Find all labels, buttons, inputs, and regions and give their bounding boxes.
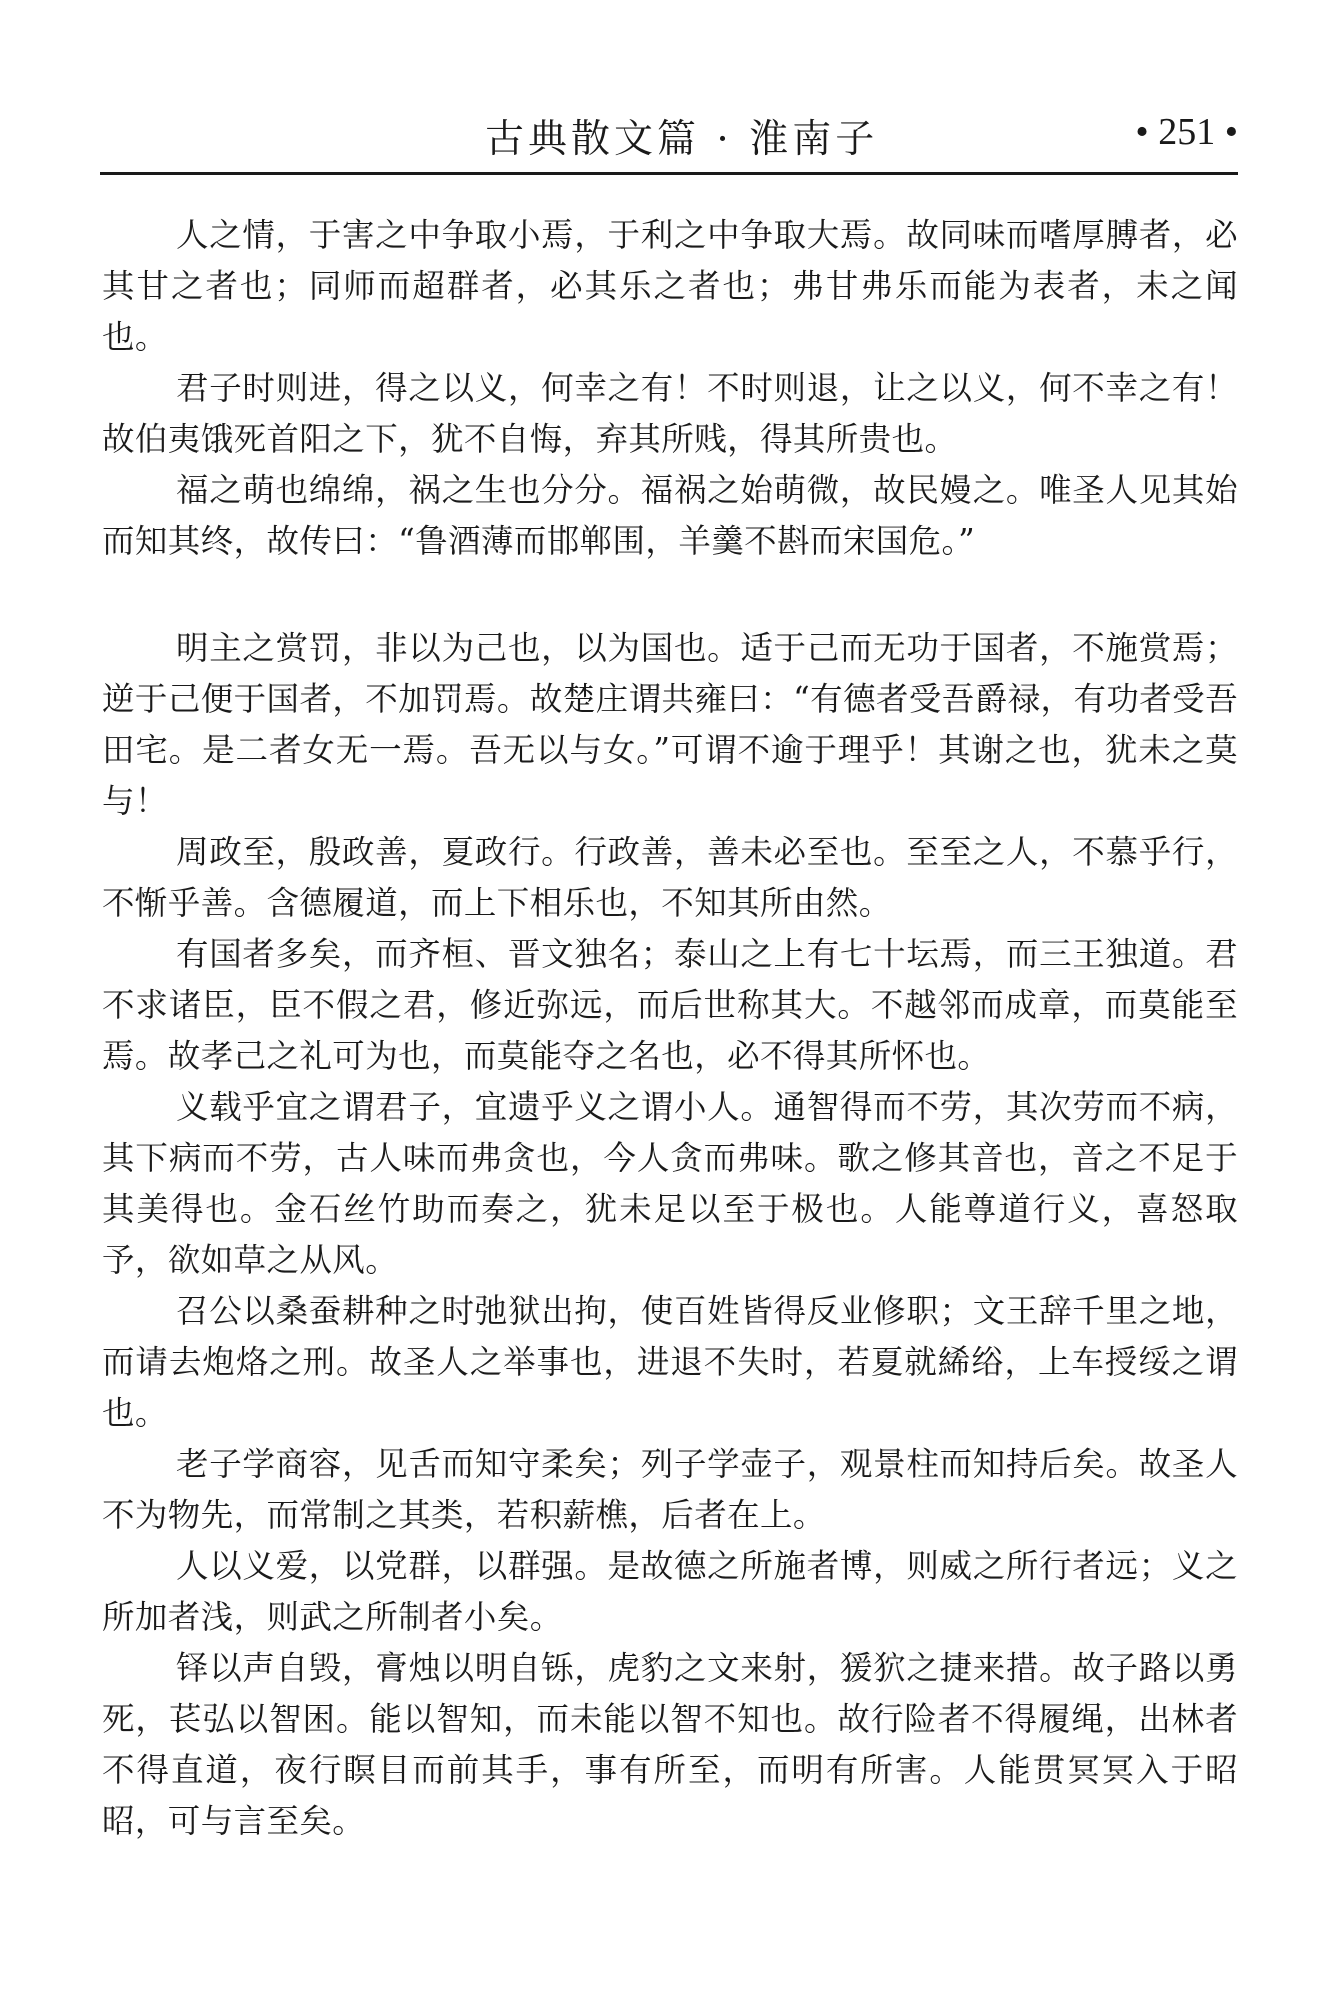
running-title: 古典散文篇 · 淮南子: [485, 117, 879, 162]
paragraph: 老子学商容，见舌而知守柔矣；列子学壶子，观景柱而知持后矣。故圣人不为物先，而常制之其类，若积薪樵，后者在上。: [102, 1445, 1238, 1534]
paragraph: 周政至，殷政善，夏政行。行政善，善未必至也。至至之人，不慕乎行，不惭乎善。含德履道，而上下相乐也，不知其所由然。: [102, 833, 1238, 922]
paragraph: 召公以桑蚕耕种之时弛狱出拘，使百姓皆得反业修职；文王辞千里之地，而请去炮烙之刑。故圣人之举事也，进退不失时，若夏就絺绤，上车授绥之谓也。: [102, 1292, 1238, 1432]
paragraph: 君子时则进，得之以义，何幸之有！不时则退，让之以义，何不幸之有！故伯夷饿死首阳之下，犹不自悔，弃其所贱，得其所贵也。: [102, 369, 1238, 458]
body-text: [102, 210, 1238, 1847]
paragraph: 义载乎宜之谓君子，宜遗乎义之谓小人。通智得而不劳，其次劳而不病，其下病而不劳，古人味而弗贪也，今人贪而弗味。歌之修其音也，音之不足于其美得也。金石丝竹助而奏之，犹未足以至于极也。人能尊道行义，喜怒取予，欲如草之从风。: [102, 1088, 1238, 1279]
page-number: • 251 •: [1135, 111, 1238, 153]
paragraph: 人之情，于害之中争取小焉，于利之中争取大焉。故同味而嗜厚膊者，必其甘之者也；同师而超群者，必其乐之者也；弗甘弗乐而能为表者，未之闻也。: [102, 216, 1238, 356]
paragraph: 有国者多矣，而齐桓、晋文独名；泰山之上有七十坛焉，而三王独道。君不求诸臣，臣不假之君，修近弥远，而后世称其大。不越邻而成章，而莫能至焉。故孝己之礼可为也，而莫能夺之名也，必不得其所怀也。: [102, 935, 1238, 1075]
paragraph: 人以义爱，以党群，以群强。是故德之所施者博，则威之所行者远；义之所加者浅，则武之所制者小矣。: [102, 1547, 1238, 1636]
paragraph: 铎以声自毁，膏烛以明自铄，虎豹之文来射，猨狖之捷来措。故子路以勇死，苌弘以智困。能以智知，而未能以智不知也。故行险者不得履绳，出林者不得直道，夜行瞑目而前其手，事有所至，而明有所害。人能贯冥冥入于昭昭，可与言至矣。: [102, 1649, 1238, 1840]
page-header: [100, 98, 1238, 175]
paragraph: 福之萌也绵绵，祸之生也分分。福祸之始萌微，故民嫚之。唯圣人见其始而知其终，故传曰：“鲁酒薄而邯郸围，羊羹不斟而宋国危。”: [102, 471, 1238, 560]
paragraph: 明主之赏罚，非以为己也，以为国也。适于己而无功于国者，不施赏焉；逆于己便于国者，不加罚焉。故楚庄谓共雍曰：“有德者受吾爵禄，有功者受吾田宅。是二者女无一焉。吾无以与女。”可谓不逾于理乎！其谢之也，犹未之莫与！: [102, 629, 1238, 820]
section-break: [102, 567, 1238, 623]
